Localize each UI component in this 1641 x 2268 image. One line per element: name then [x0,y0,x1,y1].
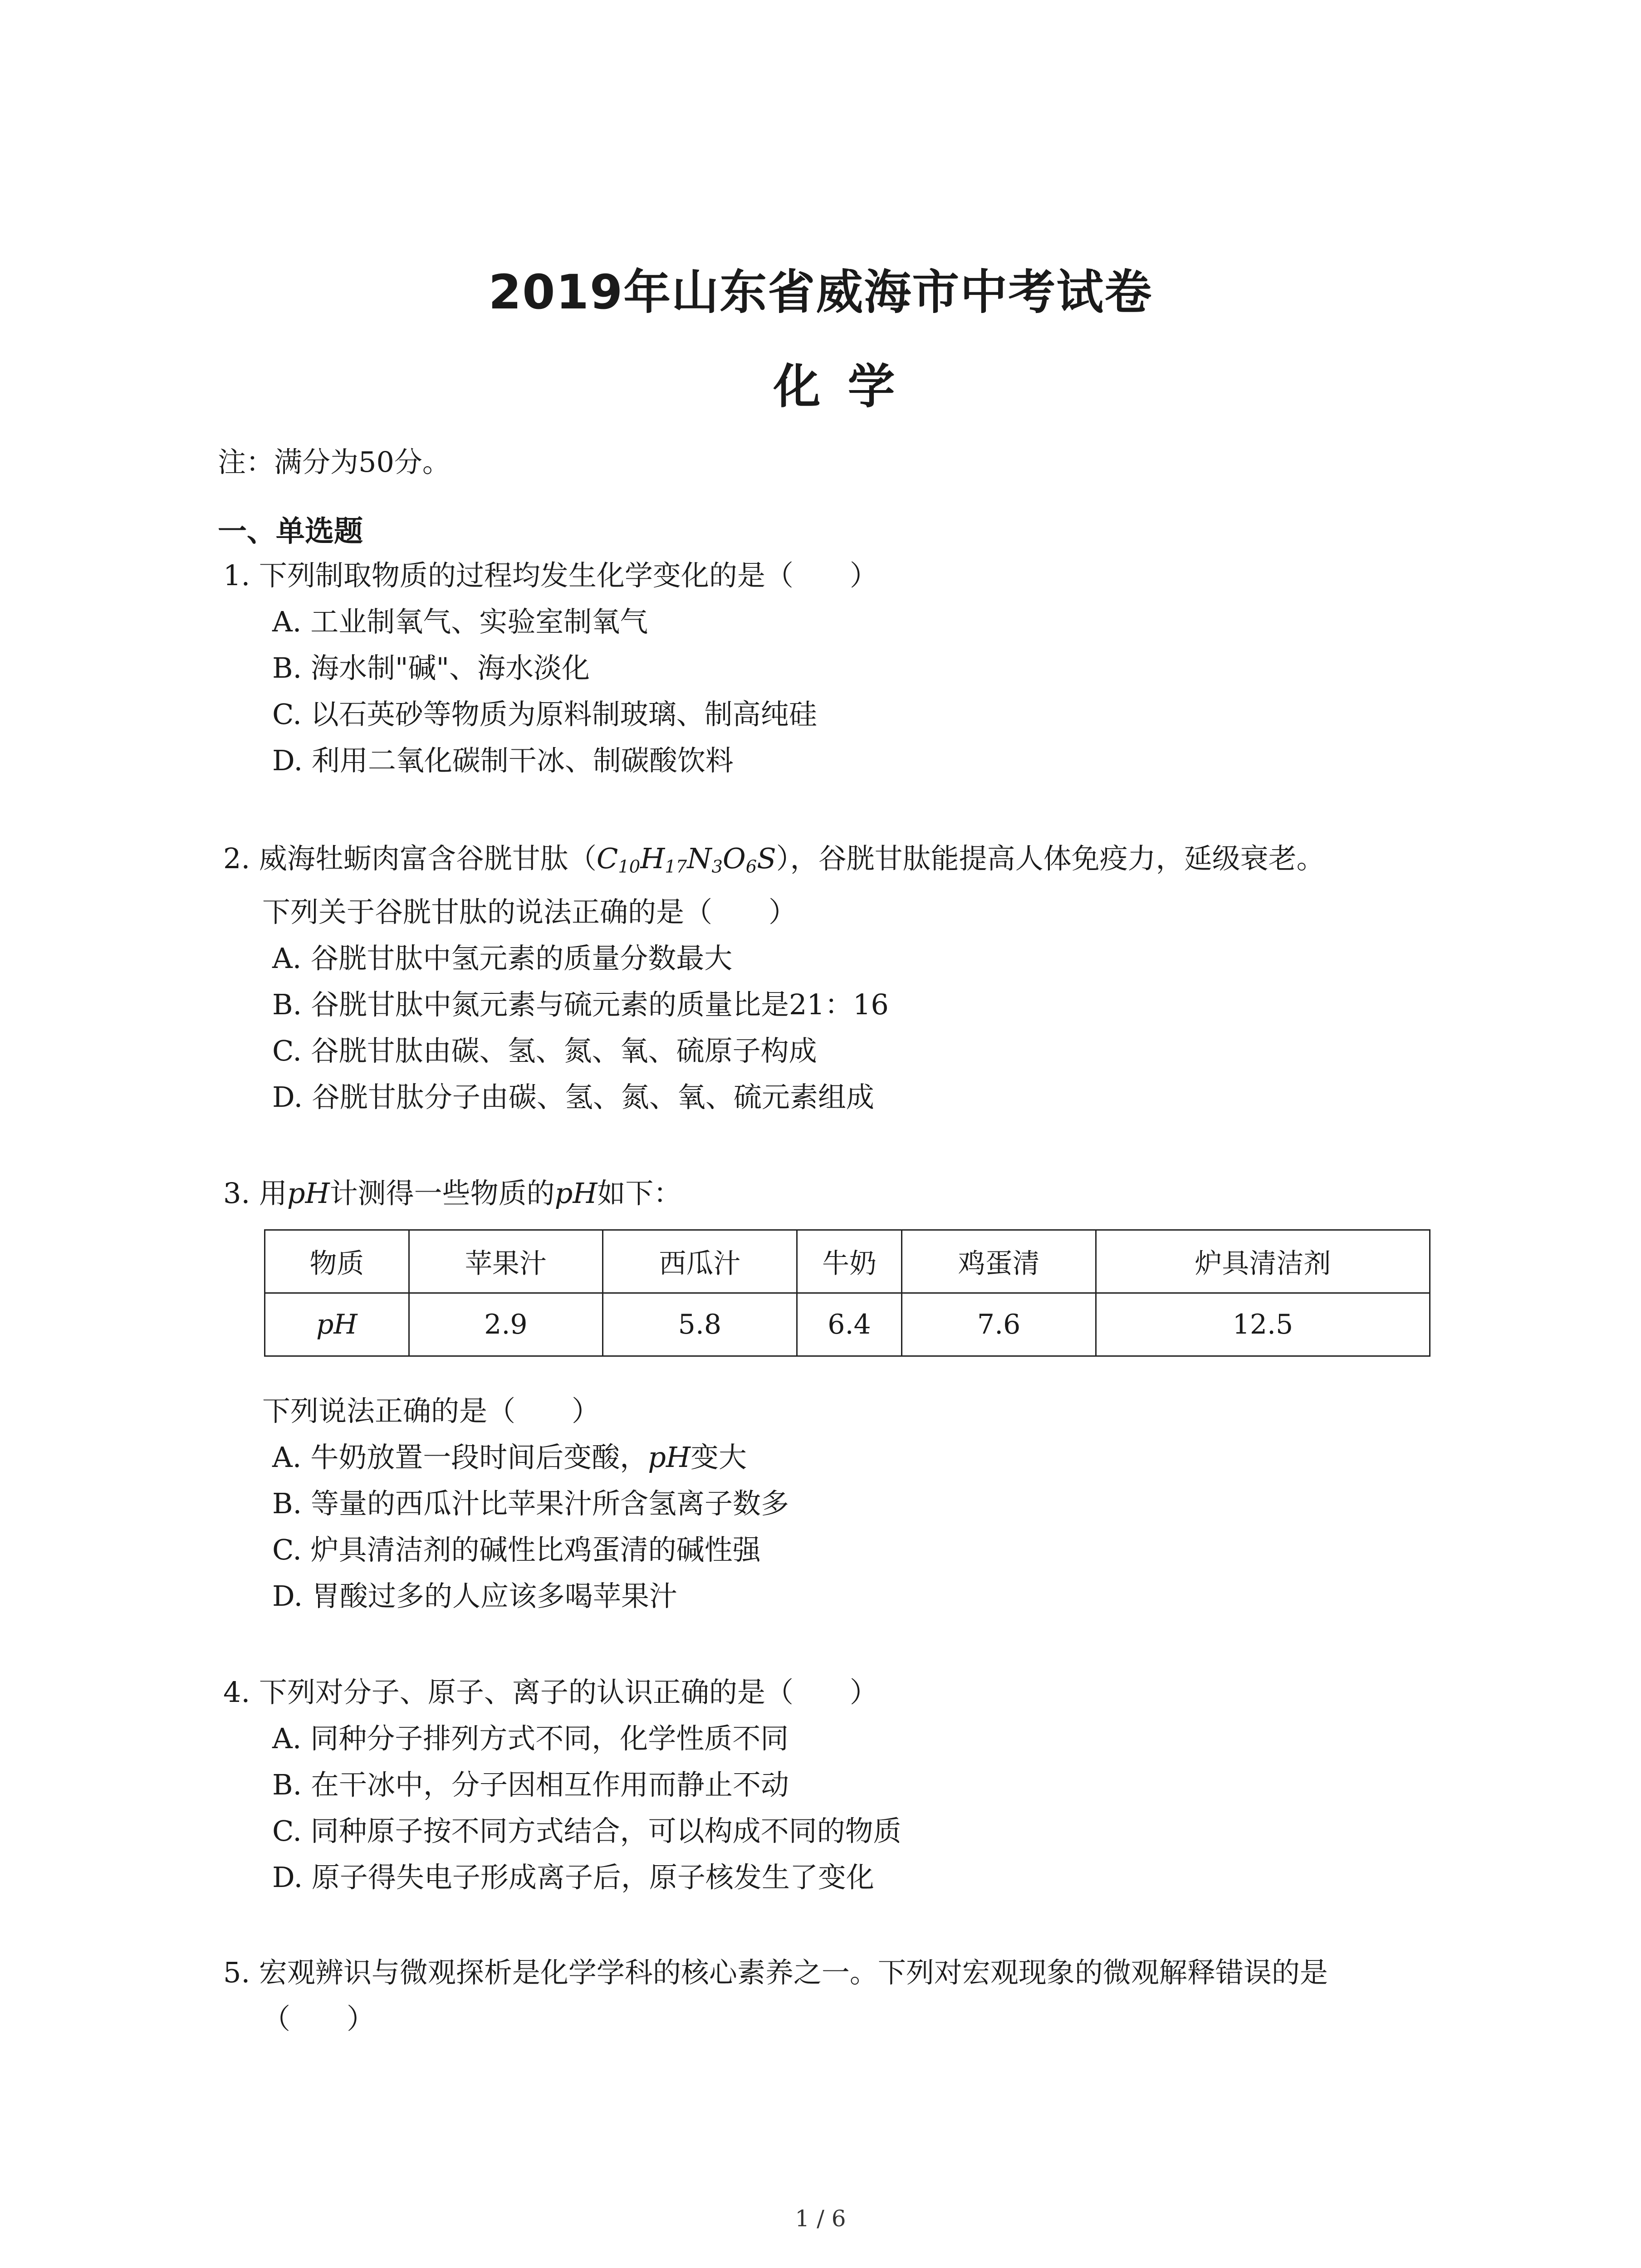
glutathione-formula: $C_{10}H_{17}N_3O_6S$ [596,842,776,877]
table-header-cell: 炉具清洁剂 [1096,1230,1430,1293]
subject-title: 化学 [773,359,922,414]
q5-stem: 5. 宏观辨识与微观探析是化学学科的核心素养之一。下列对宏观现象的微观解释错误的是 [223,1956,1328,1989]
table-cell: 2.9 [409,1293,603,1356]
q2-option-d: D. 谷胱甘肽分子由碳、氢、氮、氧、硫元素组成 [272,1080,874,1114]
q1-option-c: C. 以石英砂等物质为原料制玻璃、制高纯硅 [272,698,817,731]
q2-option-a: A. 谷胱甘肽中氢元素的质量分数最大 [272,942,733,975]
q4-option-c: C. 同种原子按不同方式结合，可以构成不同的物质 [272,1814,901,1848]
table-cell: 7.6 [902,1293,1096,1356]
table-cell: 6.4 [797,1293,902,1356]
table-header-cell: 鸡蛋清 [902,1230,1096,1293]
q3-question: 下列说法正确的是（ ） [262,1394,600,1427]
q4-stem: 4. 下列对分子、原子、离子的认识正确的是（ ） [223,1676,878,1709]
q5-stem-line2: （ ） [262,2002,375,2035]
page-title: 2019年山东省威海市中考试卷 [488,264,1153,320]
q3-option-b: B. 等量的西瓜汁比苹果汁所含氢离子数多 [272,1487,789,1520]
q2-stem-start: 2. 威海牡蛎肉富含谷胱甘肽（ [223,842,597,875]
q1-stem: 1. 下列制取物质的过程均发生化学变化的是（ ） [223,559,878,592]
table-row-label: pH [265,1293,409,1356]
q2-stem-end: ），谷胱甘肽能提高人体免疫力，延级衰老。 [776,842,1325,875]
q2-option-c: C. 谷胱甘肽由碳、氢、氮、氧、硫原子构成 [272,1034,817,1067]
table-header-cell: 西瓜汁 [603,1230,797,1293]
q2-stem-line2: 下列关于谷胱甘肽的说法正确的是（ ） [262,895,797,929]
q1-option-a: A. 工业制氧气、实验室制氧气 [272,605,648,638]
ph-table [264,1229,1430,1357]
q3-option-c: C. 炉具清洁剂的碱性比鸡蛋清的碱性强 [272,1533,761,1566]
q3-stem: 3. 用pH计测得一些物质的pH如下： [223,1177,682,1210]
q1-option-b: B. 海水制"碱"、海水淡化 [272,651,590,684]
table-header-cell: 牛奶 [797,1230,902,1293]
q3-option-d: D. 胃酸过多的人应该多喝苹果汁 [272,1579,677,1613]
table-header-row [265,1230,1430,1293]
q3-option-a: A. 牛奶放置一段时间后变酸，pH变大 [272,1441,747,1474]
ph-symbol: pH [287,1177,330,1210]
table-cell: 12.5 [1096,1293,1430,1356]
q4-option-a: A. 同种分子排列方式不同，化学性质不同 [272,1722,789,1755]
table-cell: 5.8 [603,1293,797,1356]
table-header-cell: 物质 [265,1230,409,1293]
q4-option-d: D. 原子得失电子形成离子后，原子核发生了变化 [272,1861,874,1894]
score-note: 注：满分为50分。 [218,445,451,479]
table-row [265,1293,1430,1356]
page-number: 1 / 6 [795,2205,846,2232]
q4-option-b: B. 在干冰中，分子因相互作用而静止不动 [272,1768,789,1801]
table-header-cell: 苹果汁 [409,1230,603,1293]
q2-stem [223,842,1325,877]
q1-option-d: D. 利用二氧化碳制干冰、制碳酸饮料 [272,744,734,777]
section-heading: 一、单选题 [218,515,363,548]
q2-option-b: B. 谷胱甘肽中氮元素与硫元素的质量比是21：16 [272,988,889,1021]
